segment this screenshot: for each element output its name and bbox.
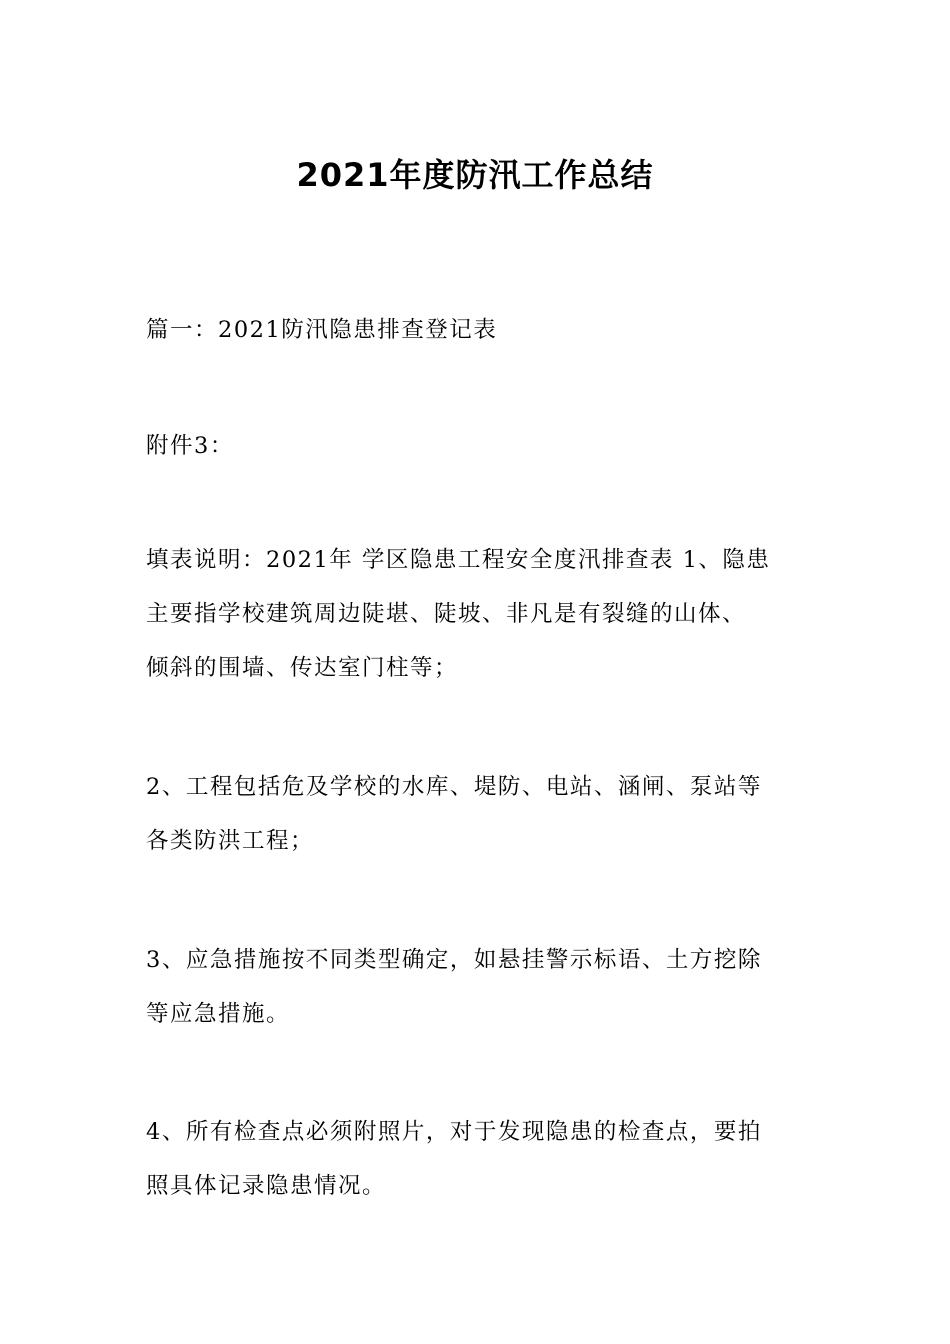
paragraph-line: 3、应急措施按不同类型确定，如悬挂警示标语、土方挖除 bbox=[146, 947, 762, 973]
paragraph-item-4 bbox=[146, 1105, 810, 1213]
paragraph-line: 附件3： bbox=[146, 433, 234, 459]
paragraph-line: 4、所有检查点必须附照片，对于发现隐患的检查点，要拍 bbox=[146, 1119, 762, 1145]
paragraph-section-heading bbox=[146, 303, 810, 357]
paragraph-attachment bbox=[146, 419, 810, 473]
paragraph-line: 照具体记录隐患情况。 bbox=[146, 1173, 387, 1199]
paragraph-line: 等应急措施。 bbox=[146, 1001, 291, 1027]
paragraph-line: 各类防洪工程； bbox=[146, 828, 315, 854]
paragraph-line: 主要指学校建筑周边陡堪、陡坡、非凡是有裂缝的山体、 bbox=[146, 601, 747, 627]
page-title: 2021年度防汛工作总结 bbox=[296, 156, 654, 195]
paragraph-line: 填表说明：2021年 学区隐患工程安全度汛排查表 1、隐患 bbox=[146, 547, 771, 573]
paragraph-line: 篇一：2021防汛隐患排查登记表 bbox=[146, 317, 498, 343]
paragraph-line: 2、工程包括危及学校的水库、堤防、电站、涵闸、泵站等 bbox=[146, 774, 762, 800]
paragraph-item-3 bbox=[146, 933, 810, 1041]
paragraph-instructions bbox=[146, 533, 810, 695]
paragraph-item-2 bbox=[146, 760, 810, 868]
paragraph-line: 倾斜的围墙、传达室门柱等； bbox=[146, 655, 459, 681]
